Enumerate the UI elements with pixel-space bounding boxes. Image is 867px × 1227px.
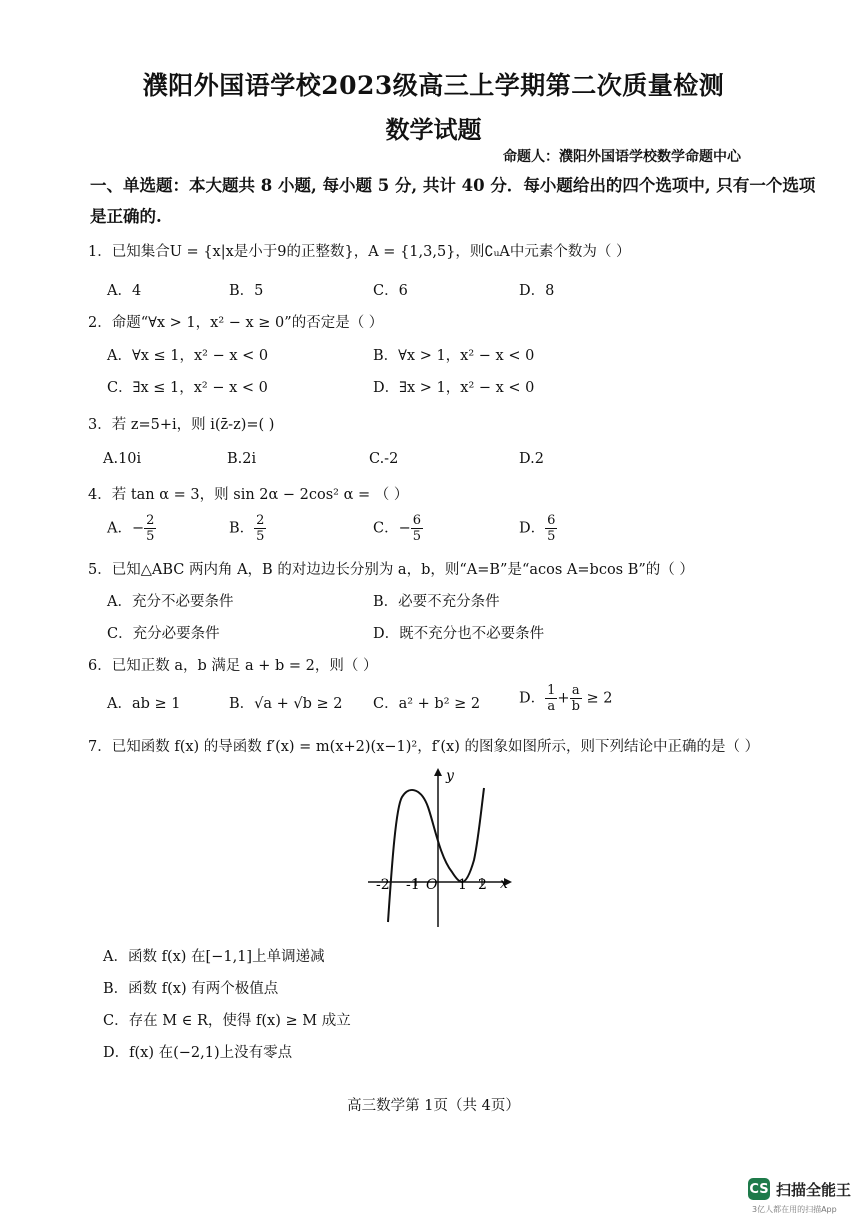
x-axis-label: x xyxy=(500,876,508,892)
exam-title: 濮阳外国语学校2023级高三上学期第二次质量检测 xyxy=(142,71,725,100)
section-heading-line2: 是正确的. xyxy=(90,207,162,226)
origin-label: O xyxy=(426,877,438,893)
question-2-option-b: B．∀x > 1，x² − x < 0 xyxy=(373,348,535,364)
question-3-option-c: C.-2 xyxy=(369,451,399,467)
derivative-curve xyxy=(388,788,484,922)
question-5-option-a: A．充分不必要条件 xyxy=(107,594,234,610)
exam-author: 命题人：濮阳外国语学校数学命题中心 xyxy=(503,149,741,165)
camscanner-logo-icon: CS xyxy=(748,1178,770,1200)
question-5-stem: 5．已知△ABC 两内角 A，B 的对边边长分别为 a，b，则“A=B”是“acos A=bcos B”的（ ） xyxy=(88,562,694,578)
question-2-option-a: A．∀x ≤ 1，x² − x < 0 xyxy=(107,348,269,364)
section-heading-line1: 一、单选题：本大题共 8 小题, 每小题 5 分, 共计 40 分．每小题给出的四个选项中, 只有一个选项 xyxy=(90,176,816,195)
question-6-option-b: B．√a + √b ≥ 2 xyxy=(229,696,343,712)
question-5-option-c: C．充分必要条件 xyxy=(107,626,220,642)
question-6-stem: 6．已知正数 a，b 满足 a + b = 2，则（ ） xyxy=(88,658,378,674)
page-footer: 高三数学第 1页（共 4页） xyxy=(347,1098,520,1114)
question-1-stem: 1．已知集合U = {x|x是小于9的正整数}，A = {1,3,5}，则∁ᵤA中元素个数为（ ） xyxy=(88,244,631,260)
question-1-option-c: C．6 xyxy=(373,283,408,299)
question-4-option-a: A．− $\frac{2}{5}$ xyxy=(107,513,155,544)
question-2-option-c: C．∃x ≤ 1，x² − x < 0 xyxy=(107,380,268,396)
question-4-stem: 4．若 tan α = 3，则 sin 2α − 2cos² α = （ ） xyxy=(88,487,409,503)
question-7-option-a: A．函数 f(x) 在[−1,1]上单调递减 xyxy=(103,949,325,965)
tick-label: 2 xyxy=(478,877,487,893)
question-1-option-d: D．8 xyxy=(519,283,555,299)
question-4-option-b: B． $\frac{2}{5}$ xyxy=(229,513,265,544)
question-7-option-d: D．f(x) 在(−2,1)上没有零点 xyxy=(103,1045,293,1061)
scanner-watermark xyxy=(748,1178,851,1200)
question-7-option-b: B．函数 f(x) 有两个极值点 xyxy=(103,981,279,997)
y-axis-arrow xyxy=(434,768,442,776)
question-5-option-b: B．必要不充分条件 xyxy=(373,594,500,610)
question-3-option-d: D.2 xyxy=(519,451,544,467)
y-axis-label: y xyxy=(446,768,454,784)
watermark-name: 扫描全能王 xyxy=(776,1180,852,1199)
question-6-option-c: C．a² + b² ≥ 2 xyxy=(373,696,481,712)
question-4-option-c: C．− $\frac{6}{5}$ xyxy=(373,513,422,544)
question-2-stem: 2．命题“∀x > 1，x² − x ≥ 0”的否定是（ ） xyxy=(88,315,384,331)
question-7-option-c: C．存在 M ∈ R，使得 f(x) ≥ M 成立 xyxy=(103,1013,351,1029)
question-1-option-b: B．5 xyxy=(229,283,264,299)
question-1-option-a: A．4 xyxy=(107,283,142,299)
tick-label: -1 xyxy=(406,877,420,893)
question-6-option-a: A．ab ≥ 1 xyxy=(107,696,181,712)
tick-label: -2 xyxy=(376,877,390,893)
watermark-subtitle: 3亿人都在用的扫描App xyxy=(752,1205,837,1214)
question-3-option-a: A.10i xyxy=(103,451,142,467)
question-3-stem: 3．若 z=5+i，则 i(z̄-z)=( ) xyxy=(88,417,275,433)
derivative-graph xyxy=(360,762,520,932)
question-7-stem: 7．已知函数 f(x) 的导函数 f′(x) = m(x+2)(x−1)²，f′(x) 的图象如图所示，则下列结论中正确的是（ ） xyxy=(88,739,760,755)
question-2-option-d: D．∃x > 1，x² − x < 0 xyxy=(373,380,535,396)
tick-label: 1 xyxy=(458,877,467,893)
question-6-option-d: D． $\frac{1}{a}$ + $\frac{a}{b}$ ≥ 2 xyxy=(519,683,613,714)
exam-subtitle: 数学试题 xyxy=(385,115,482,144)
question-3-option-b: B.2i xyxy=(227,451,257,467)
question-5-option-d: D．既不充分也不必要条件 xyxy=(373,626,545,642)
question-4-option-d: D． $\frac{6}{5}$ xyxy=(519,513,556,544)
